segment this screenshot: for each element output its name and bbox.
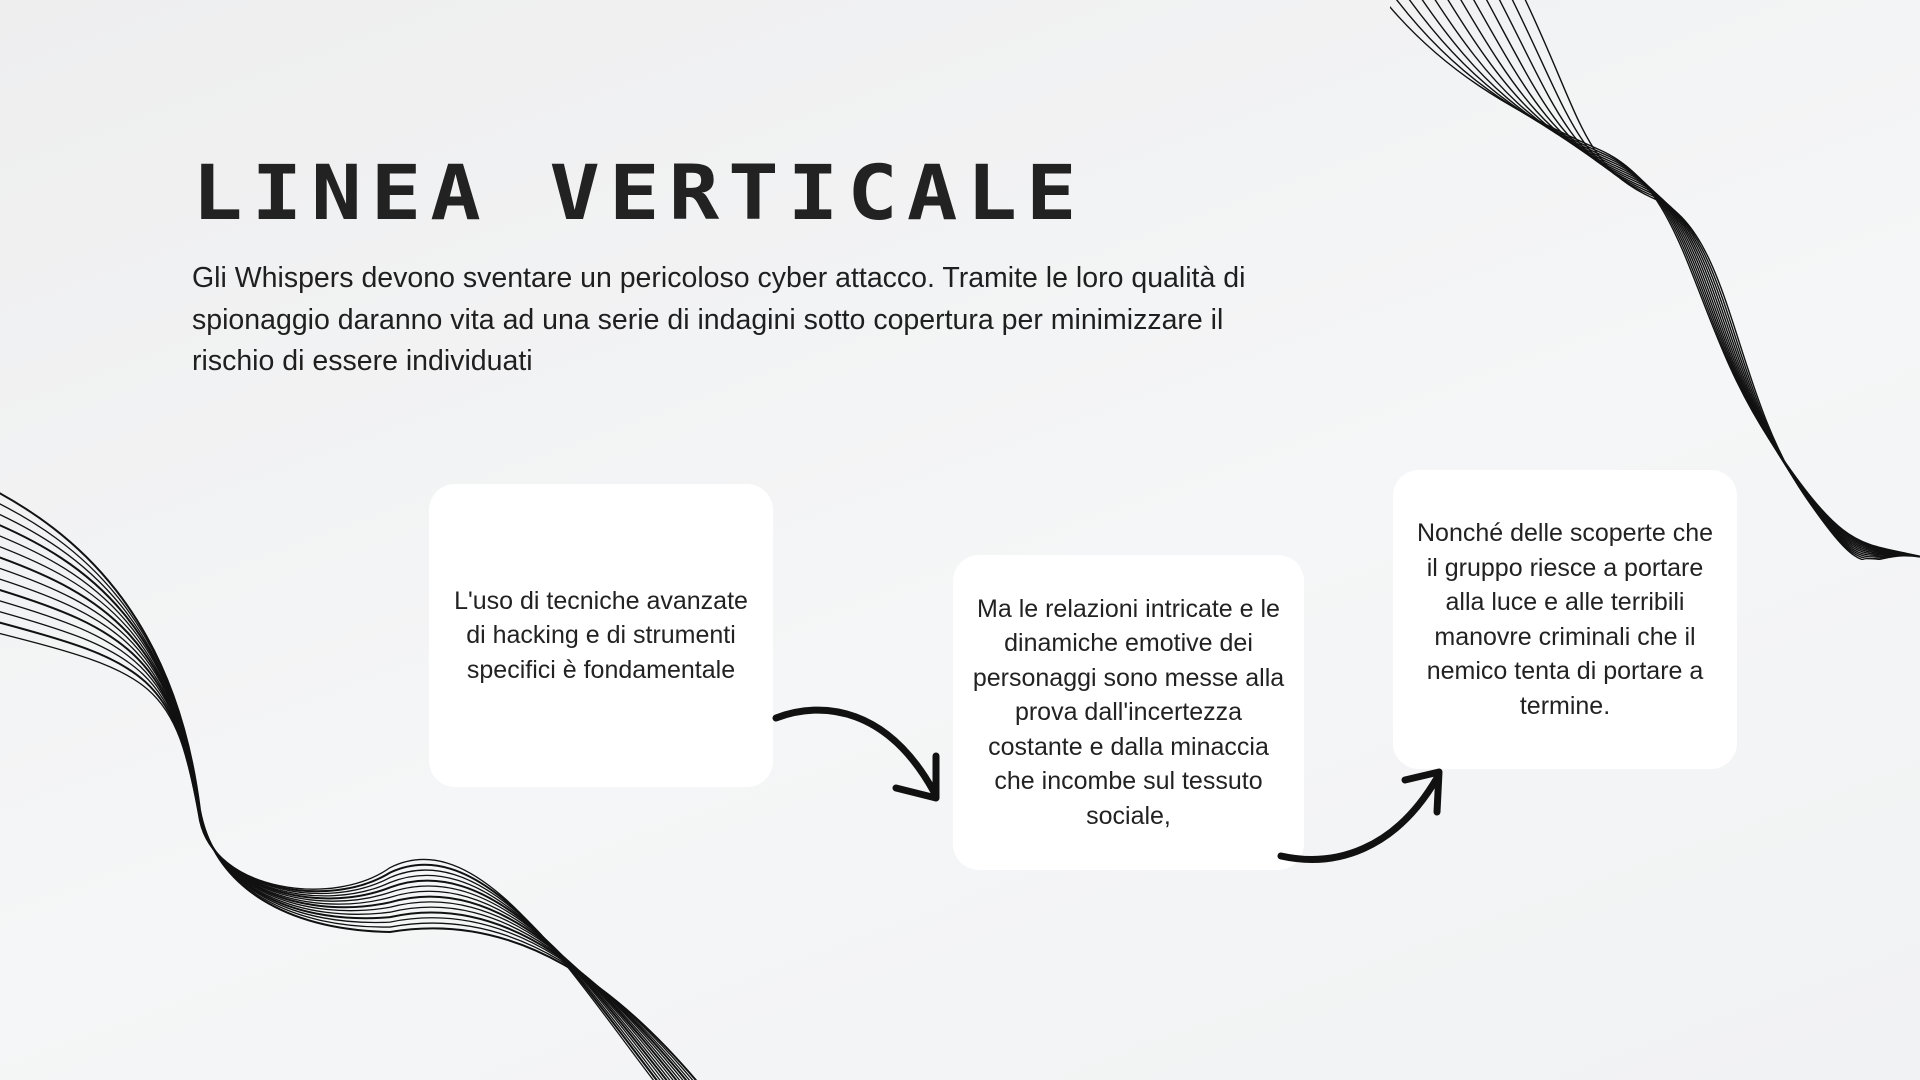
timeline-card-1 (429, 484, 773, 787)
slide-intro-paragraph: Gli Whispers devono sventare un pericoloso cyber attacco. Tramite le loro qualità di spionaggio daranno vita ad una serie di indagini sotto copertura per minimizzare il rischio di essere individuati (192, 262, 1246, 377)
curved-arrow-icon (768, 700, 948, 810)
timeline-card-3 (1393, 470, 1737, 769)
timeline-card-text: L'uso di tecniche avanzate di hacking e di strumenti specifici è fondamentale (454, 586, 748, 684)
timeline-card-text: Ma le relazioni intricate e le dinamiche emotive dei personaggi sono messe alla prova dall'incertezza costante e dalla minaccia che incombe sul tessuto sociale, (972, 594, 1285, 830)
slide-title: LINEA VERTICALE (192, 148, 1086, 238)
timeline-card-2 (953, 555, 1304, 870)
timeline-card-text: Nonché delle scoperte che il gruppo riesce a portare alla luce e alle terribili manovre criminali che il nemico tenta di portare a termine. (1416, 519, 1714, 720)
